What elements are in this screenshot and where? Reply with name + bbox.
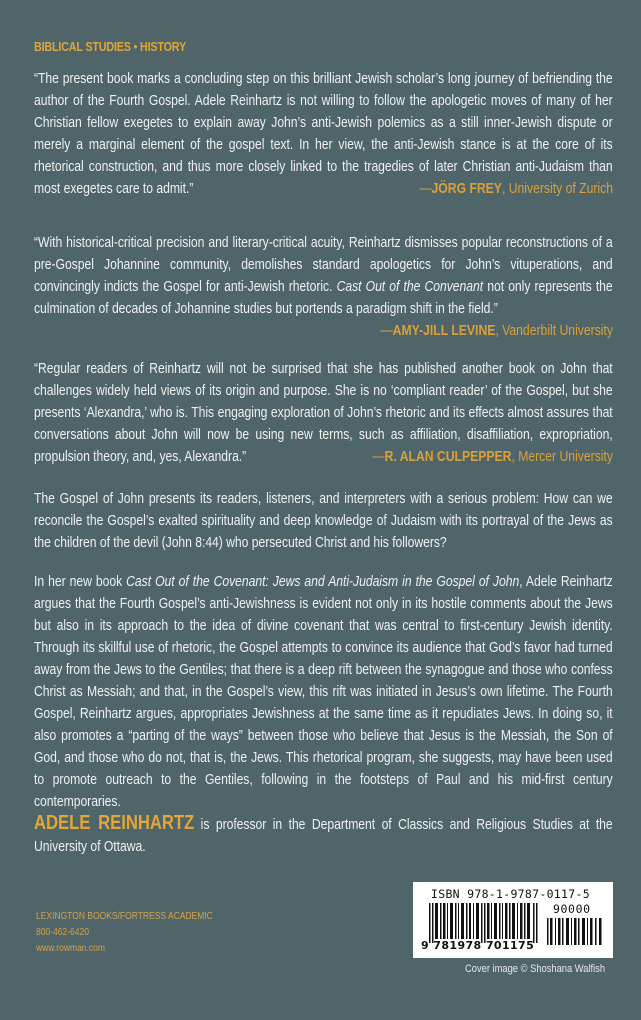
endorsement-1 — [34, 68, 613, 200]
text: , Adele Reinhartz argues that the Fourth Gospel’s anti-Jewishness is evident not only in its hostile comments about the Jews but also in its approach to the idea of divine covenant that was central to first-century Jewish identity. Through its skillful use of rhetoric, the Gospel attempts to convince its audience that God’s favor had turned away from the Jews to the Gentiles; that there is a deep rift between the synagogue and those who confess Christ as Messiah; and that, in the Gospel’s view, this rift was initiated in Jesus’s own lifetime. The Fourth Gospel, Reinhartz argues, appropriates Jewishness at the same time as it repudiates Jews. In doing so, it also promotes a “parting of the ways” between those who believe that Jesus is the Messiah, the Son of God, and those who do not, that is, the Jews. This rhetorical program, she suggests, may have been used to promote outreach to the Gentiles, following in the footsteps of Paul and his mid-first century contemporaries. — [34, 574, 613, 810]
endorser-name: R. ALAN CULPEPPER — [384, 449, 512, 465]
description-text: The Gospel of John presents its readers, listeners, and interpreters with a serious problem: How can we reconcile the Gospel’s exalted spirituality and deep knowledge of Judaism with its portrayal of the Jews as the children of the devil (John 8:44) who persecuted Christ and his followers? — [34, 491, 613, 551]
endorsement-attribution — [34, 178, 613, 200]
endorsement-2 — [34, 232, 613, 342]
endorsement-quote: “Regular readers of Reinhartz will not be surprised that she has published another book on John that challenges widely held views of its origin and purpose. She is no ‘compliant reader’ of the Gospel, but she presents ‘Alexandra,’ who is. This engaging exploration of John’s rhetoric and its effects almost assures that conversations about John will now be using new terms, such as affiliation, disaffiliation, expropriation, propulsion theory, and, yes, Alexandra.” — [34, 361, 613, 465]
dash: — — [380, 323, 393, 339]
price-code: 90000 — [553, 902, 591, 916]
publisher-website: www.rowman.com — [36, 943, 105, 954]
publisher-phone: 800-462-6420 — [36, 927, 89, 938]
author-bio — [34, 812, 613, 858]
author-bio-text — [34, 812, 613, 858]
endorsement-attribution — [34, 320, 613, 342]
endorsement-3 — [34, 358, 613, 468]
endorser-name: AMY-JILL LEVINE — [392, 323, 496, 339]
publisher-name: LEXINGTON BOOKS/FORTRESS ACADEMIC — [36, 911, 213, 922]
quote-text: not only represents the culmination of decades of Johannine studies but portends a paradigm shift in the field.” — [34, 279, 613, 317]
publisher-info — [36, 909, 213, 957]
endorser-affiliation: , Mercer University — [511, 449, 613, 465]
dash: — — [419, 181, 432, 197]
description-paragraph-1 — [34, 488, 613, 554]
description-paragraph-2 — [34, 571, 613, 813]
description-text — [34, 571, 613, 813]
text: In her new book — [34, 574, 127, 590]
book-title-italic: Cast Out of the Covenant: Jews and Anti-Judaism in the Gospel of John — [126, 574, 520, 590]
dash: — — [372, 449, 385, 465]
author-name: ADELE REINHARTZ — [34, 812, 195, 834]
isbn-barcode — [413, 882, 613, 958]
cover-image-credit: Cover image © Shoshana Walfish — [465, 963, 606, 975]
endorsement-quote: “The present book marks a concluding step on this brilliant Jewish scholar’s long journey of befriending the author of the Fourth Gospel. Adele Reinhartz is not willing to follow the apologetic moves of many of her Christian fellow exegetes to explain away John’s anti-Jewish polemics as a still inner-Jewish dispute or merely a marginal element of the gospel text. In her view, the anti-Jewish stance is at the core of its rhetorical construction, and thus more closely linked to the tragedies of later Christian anti-Judaism than most exegetes care to admit.” — [34, 71, 613, 197]
quote-text: “With historical-critical precision and literary-critical acuity, Reinhartz dismisses popular reconstructions of a pre-Gospel Johannine community, demolishes standard apologetics for John’s vituperations, and convincingly indicts the Gospel for anti-Jewish rhetoric. — [34, 235, 613, 295]
endorsement-quote — [34, 232, 613, 320]
barcode-bars-icon — [429, 903, 539, 943]
barcode-digits: 9 781978 701175 — [421, 939, 535, 952]
addon-barcode-icon — [547, 918, 603, 945]
endorser-affiliation: , Vanderbilt University — [495, 323, 613, 339]
endorser-affiliation: , University of Zurich — [501, 181, 613, 197]
category-label: BIBLICAL STUDIES • HISTORY — [34, 40, 187, 54]
book-title-italic: Cast Out of the Convenant — [336, 279, 484, 295]
bio-text: is professor in the Department of Classics and Religious Studies at the University of Ottawa. — [34, 817, 613, 855]
isbn-label: ISBN 978-1-9787-0117-5 — [431, 887, 590, 901]
endorsement-attribution — [34, 446, 613, 468]
endorser-name: JÖRG FREY — [431, 181, 502, 197]
